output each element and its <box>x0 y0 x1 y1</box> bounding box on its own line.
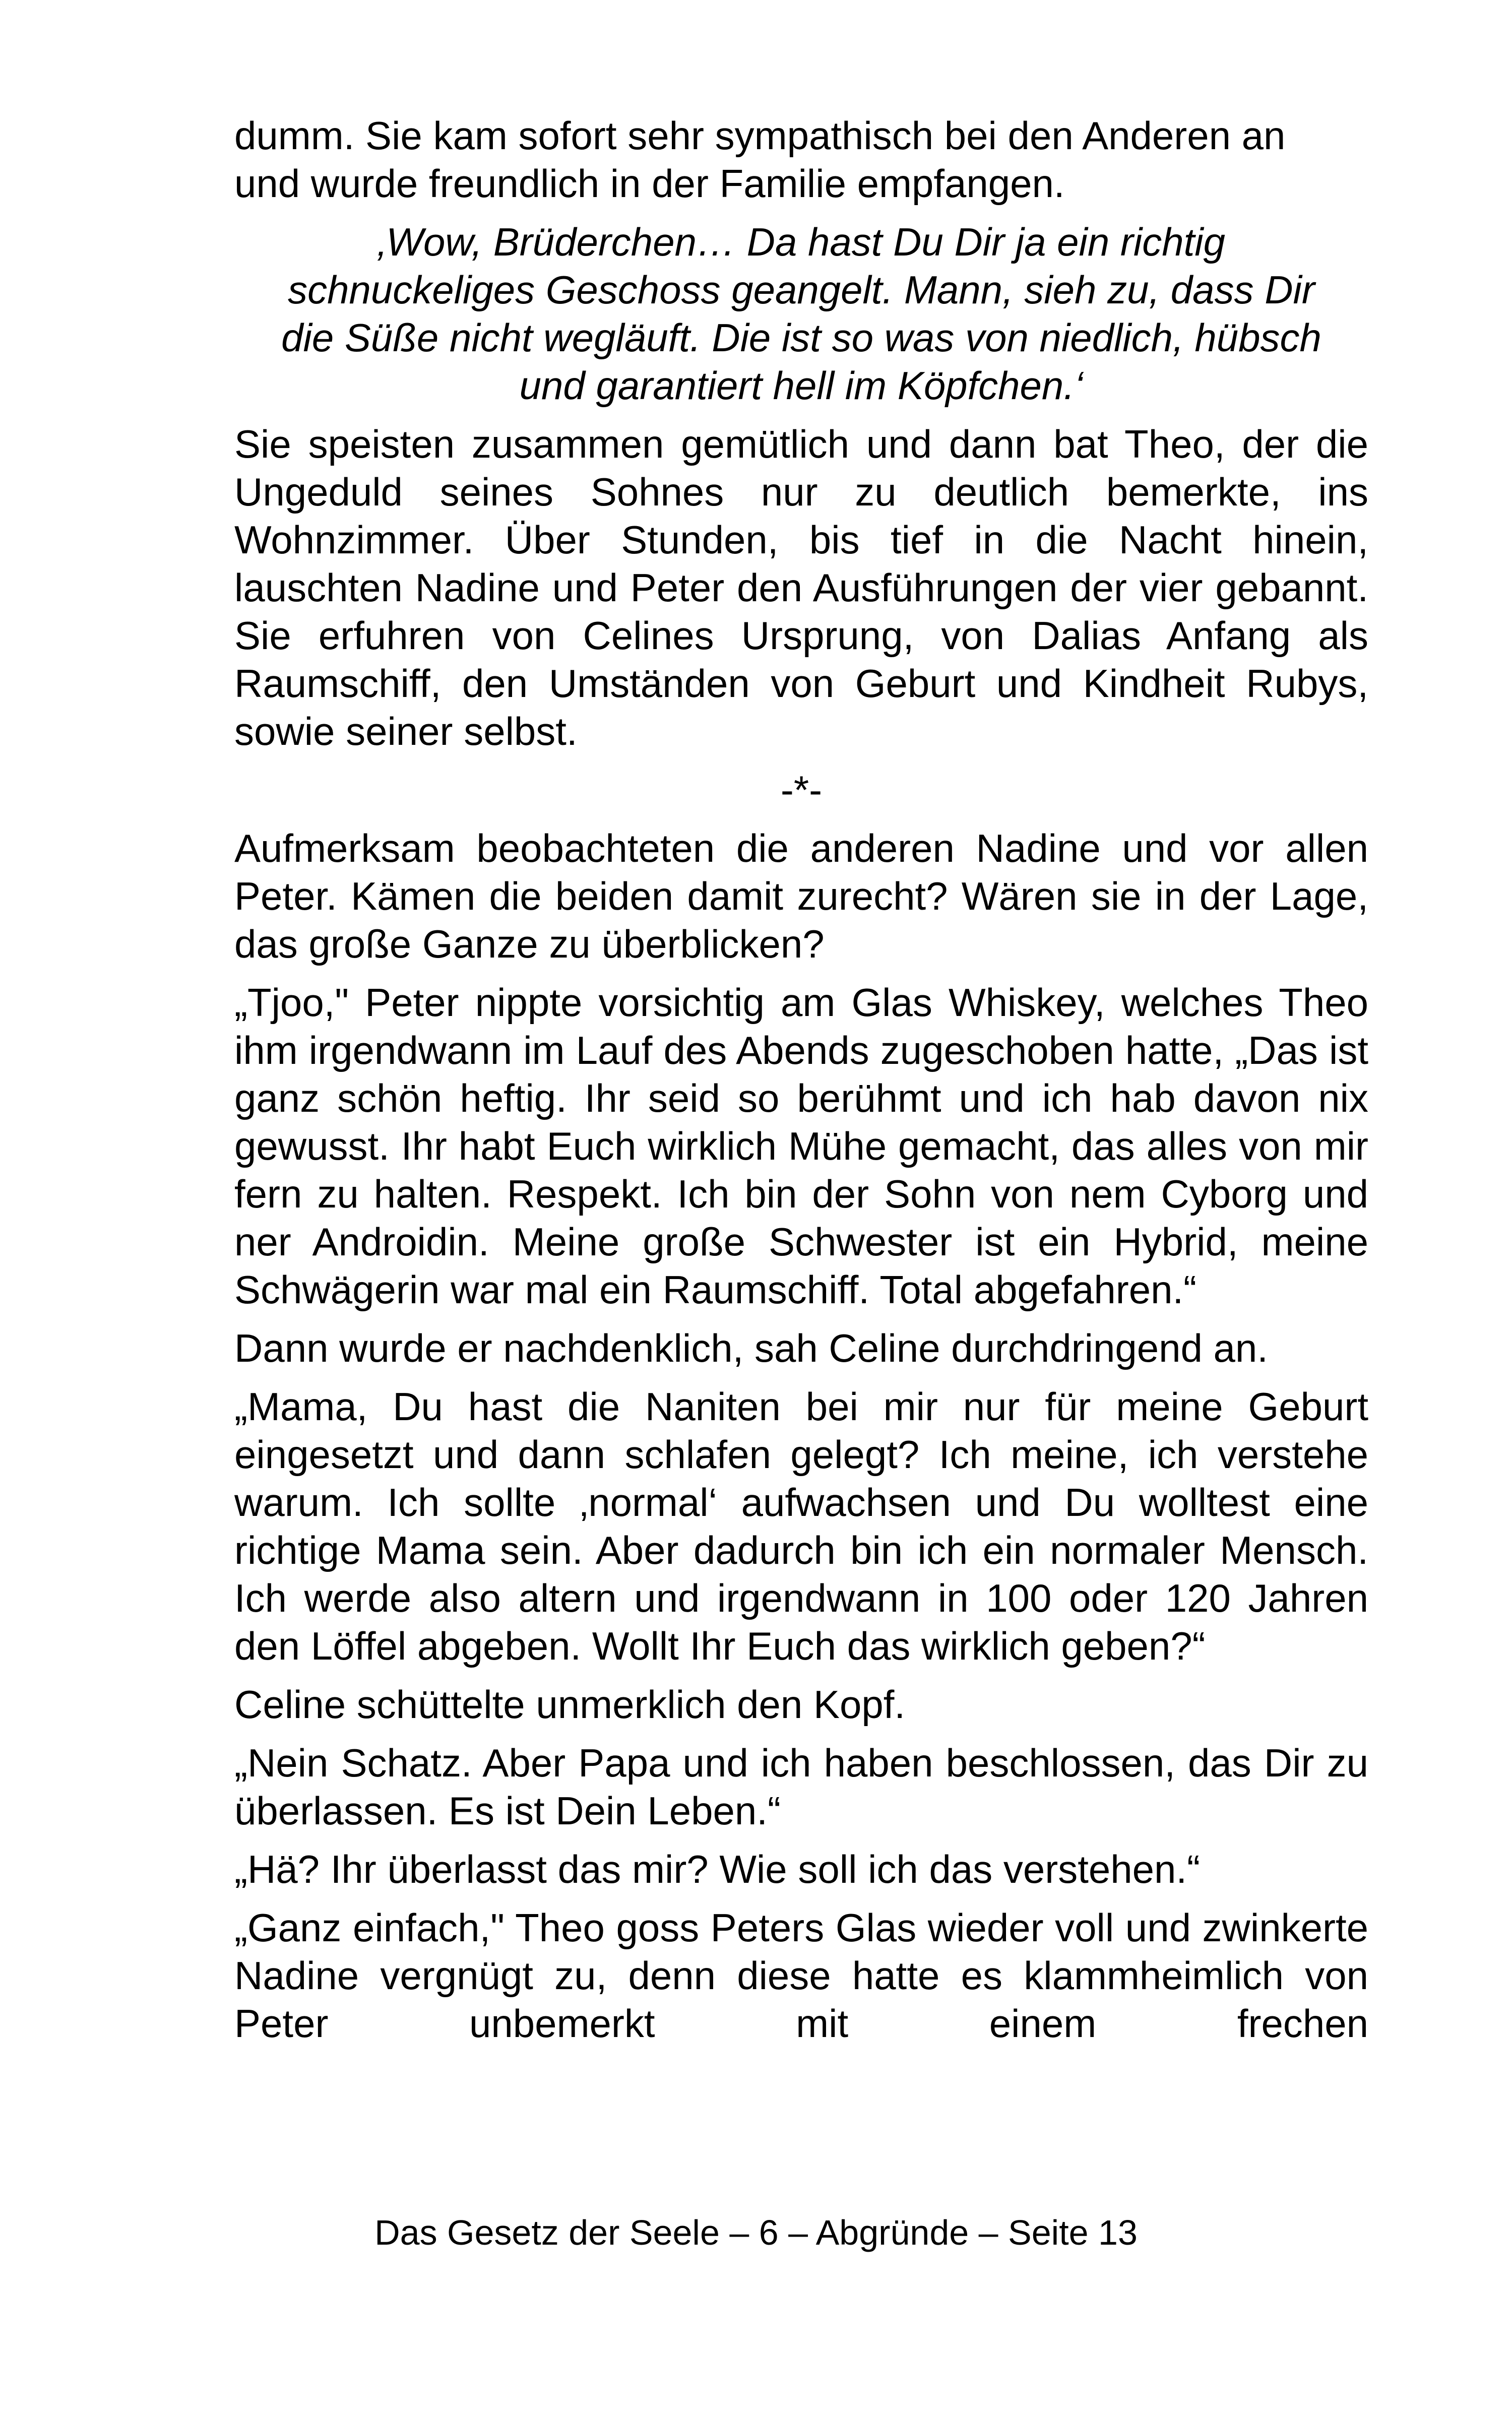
paragraph-intro: dumm. Sie kam sofort sehr sympathisch bei den Anderen an und wurde freundlich in der Familie empfangen. <box>234 113 1286 206</box>
paragraph-peter-speech: „Tjoo," Peter nippte vorsichtig am Glas Whiskey, welches Theo ihm irgendwann im Lauf des Abends zugeschoben hatte, „Das ist ganz schön heftig. Ihr seid so berühmt und ich hab davon nix gewusst. Ihr habt Euch wirklich Mühe gemacht, das alles von mir fern zu halten. Respekt. Ich bin der Sohn von nem Cyborg und ner Androidin. Meine große Schwester ist ein Hybrid, meine Schwägerin war mal ein Raumschiff. Total abgefahren.“ <box>234 980 1368 1312</box>
paragraph-thoughtful: Dann wurde er nachdenklich, sah Celine durchdringend an. <box>234 1326 1268 1370</box>
paragraph-mama-question: „Mama, Du hast die Naniten bei mir nur für meine Geburt eingesetzt und dann schlafen gelegt? Ich meine, ich verstehe warum. Ich sollte ‚normal‘ aufwachsen und Du wolltest eine richtige Mama sein. Aber dadurch bin ich ein normaler Mensch. Ich werde also altern und irgendwann in 100 oder 120 Jahren den Löffel abgeben. Wollt Ihr Euch das wirklich geben?“ <box>234 1384 1368 1668</box>
page-footer: Das Gesetz der Seele – 6 – Abgründe – Seite 13 <box>374 2213 1138 2252</box>
paragraph-dinner: Sie speisten zusammen gemütlich und dann bat Theo, der die Ungeduld seines Sohnes nur zu deutlich bemerkte, ins Wohnzimmer. Über Stunden, bis tief in die Nacht hinein, lauschten Nadine und Peter den Ausführungen der vier gebannt. Sie erfuhren von Celines Ursprung, von Dalias Anfang als Raumschiff, den Umständen von Geburt und Kindheit Rubys, sowie seiner selbst. <box>234 422 1368 753</box>
paragraph-observation: Aufmerksam beobachteten die anderen Nadine und vor allen Peter. Kämen die beiden damit zurecht? Wären sie in der Lage, das große Ganze zu überblicken? <box>234 826 1368 966</box>
scene-separator: -*- <box>780 768 823 812</box>
paragraph-theo-reply: „Ganz einfach," Theo goss Peters Glas wieder voll und zwinkerte Nadine vergnügt zu, denn diese hatte es klammheimlich von Peter unbemerkt mit einem frechen <box>234 1905 1368 2046</box>
paragraph-peter-confused: „Hä? Ihr überlasst das mir? Wie soll ich das verstehen.“ <box>234 1847 1201 1891</box>
paragraph-celine-answer: „Nein Schatz. Aber Papa und ich haben beschlossen, das Dir zu überlassen. Es ist Dein Leben.“ <box>234 1741 1368 1833</box>
italic-thought-quote: ‚Wow, Brüderchen… Da hast Du Dir ja ein richtig schnuckeliges Geschoss geangelt. Mann, sieh zu, dass Dir die Süße nicht wegläuft. Die ist so was von niedlich, hübsch und garantiert hell im Köpfchen.‘ <box>281 220 1321 408</box>
paragraph-celine-shakes-head: Celine schüttelte unmerklich den Kopf. <box>234 1682 906 1727</box>
page-body <box>234 112 1368 2058</box>
